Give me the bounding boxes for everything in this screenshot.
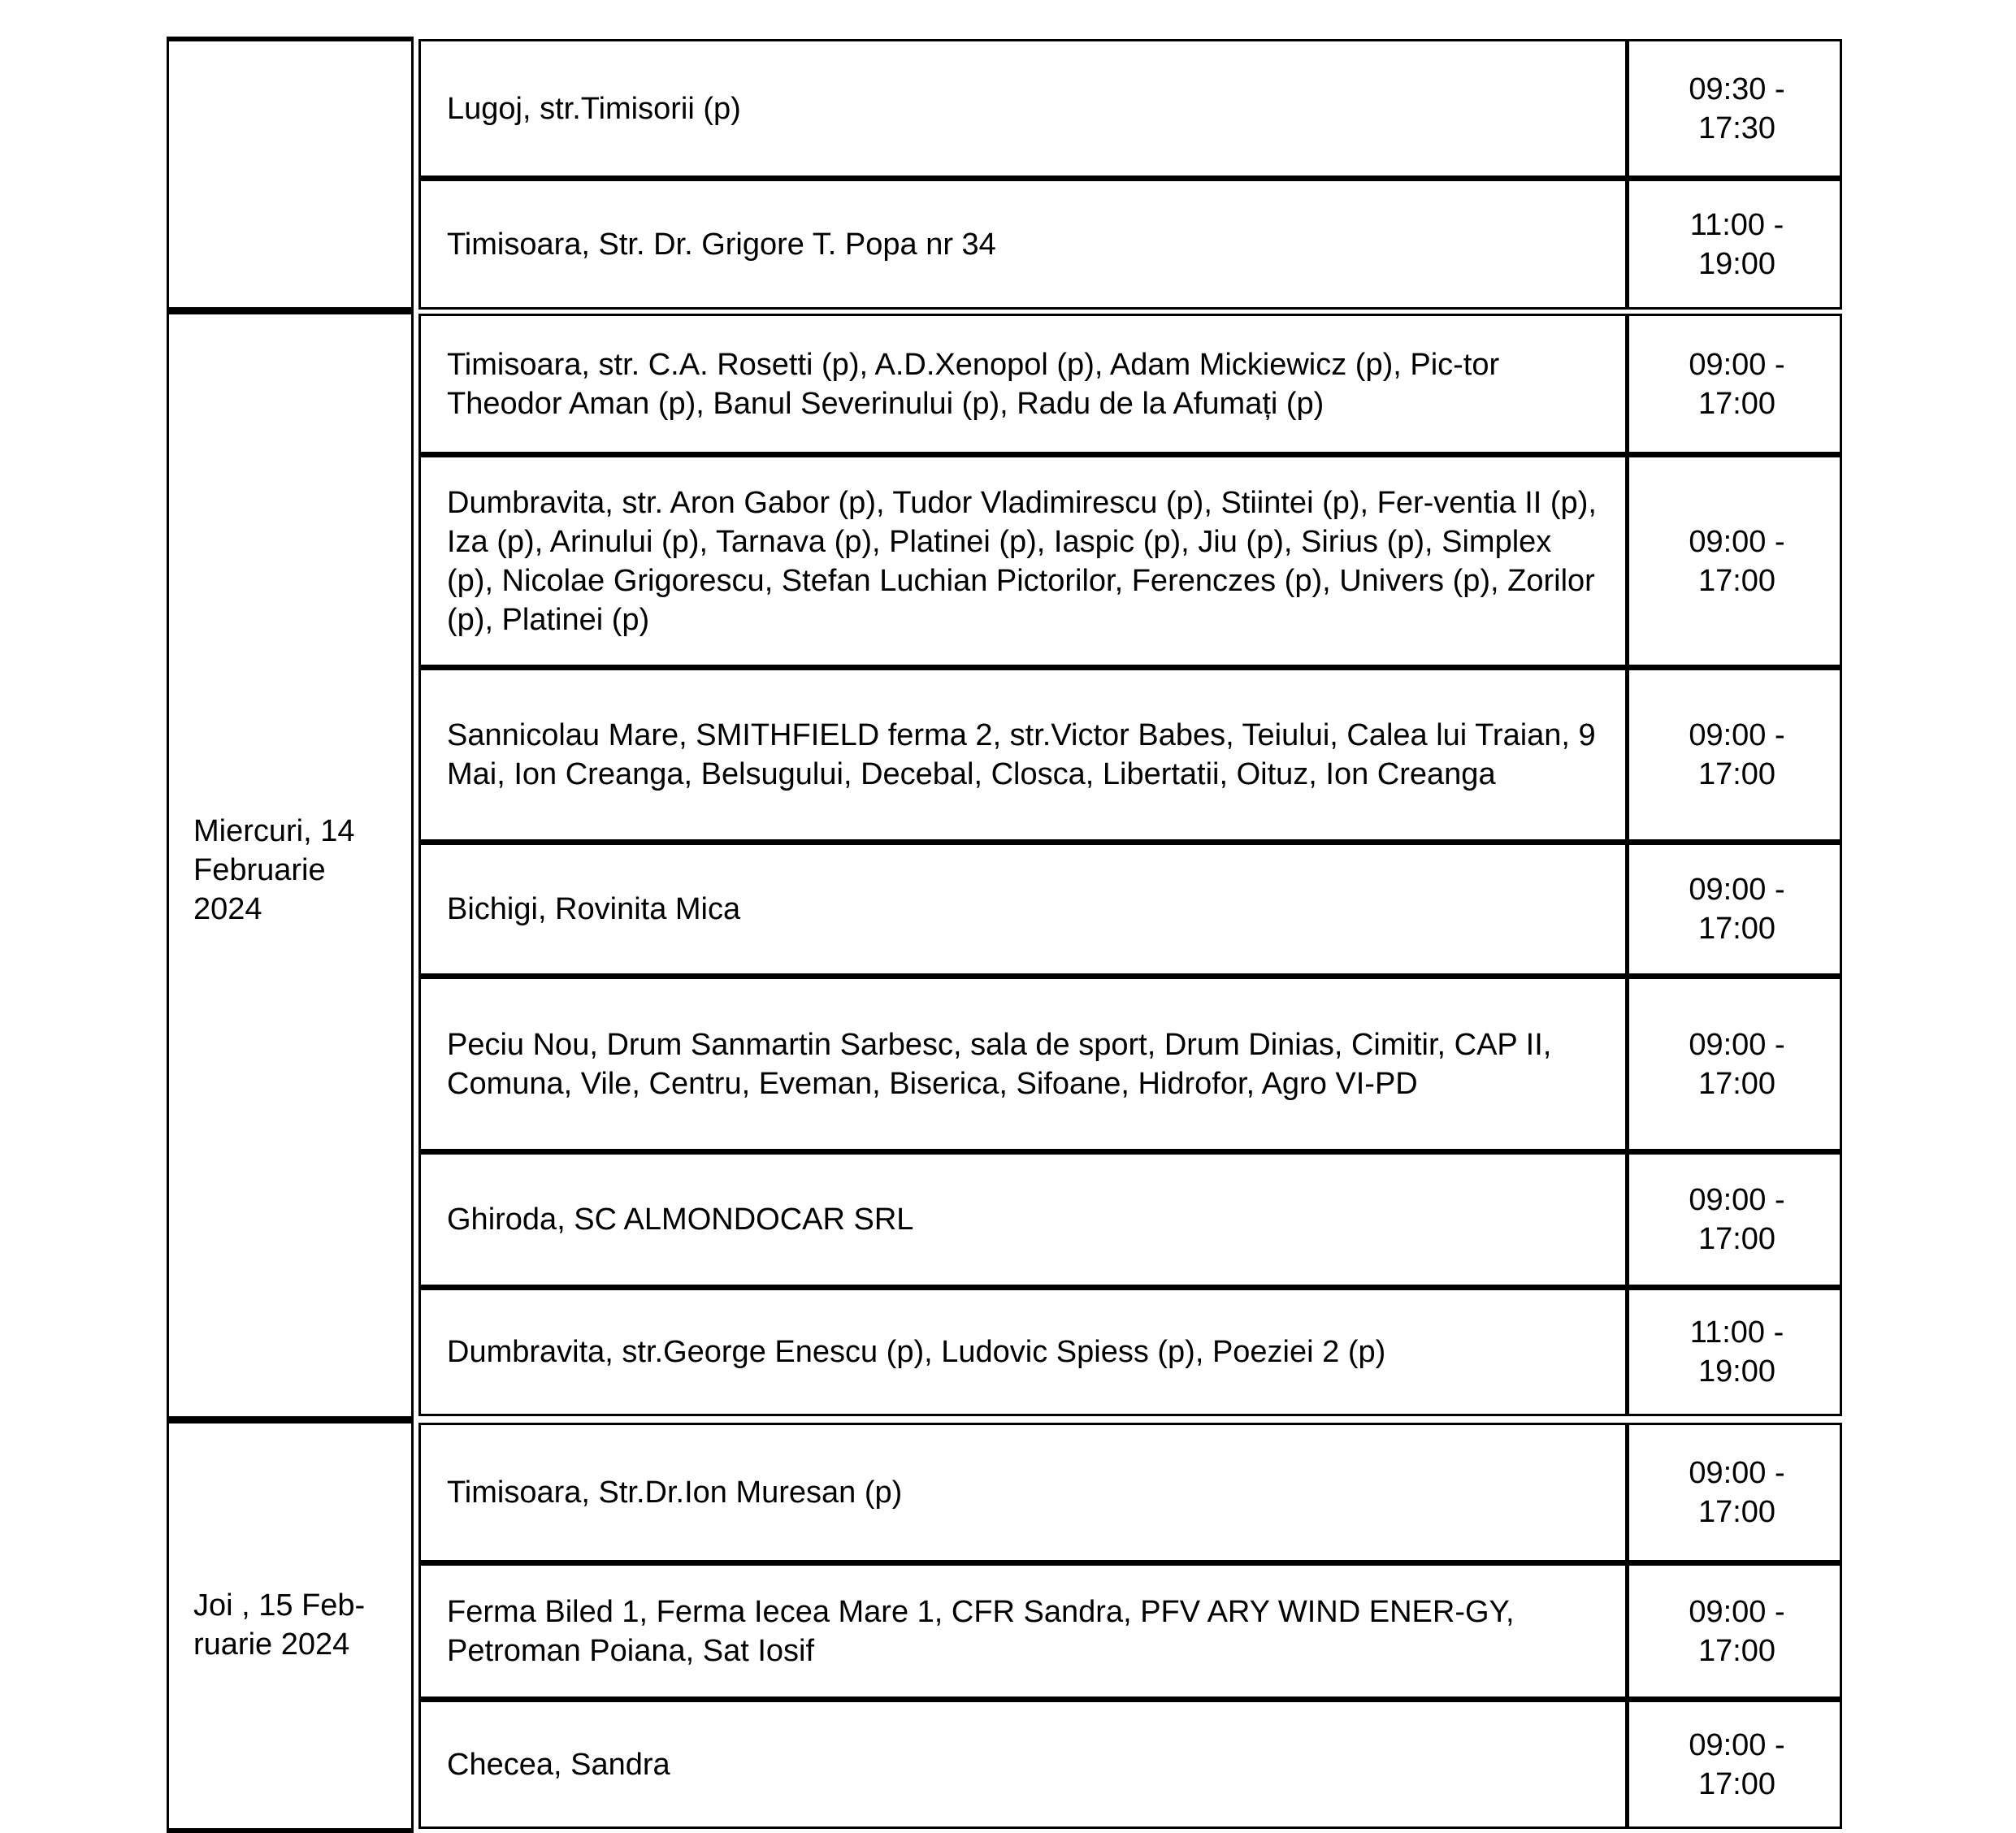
time-text: 09:00 - 17:00 xyxy=(1689,873,1785,946)
time-cell xyxy=(1629,1425,1840,1560)
date-label: Joi , 15 Feb-ruarie 2024 xyxy=(193,1588,366,1662)
location-cell xyxy=(421,41,1629,176)
table-row xyxy=(421,41,1840,176)
time-cell xyxy=(1629,979,1840,1149)
table-row xyxy=(421,452,1840,665)
table-row xyxy=(421,1149,1840,1285)
location-cell xyxy=(421,979,1629,1149)
table-row xyxy=(421,1696,1840,1826)
location-text: Sannicolau Mare, SMITHFIELD ferma 2, str.Victor Babes, Teiului, Calea lui Traian, 9 Mai, Ion Creanga, Belsugului, Decebal, Closca, Libertatii, Oituz, Ion Creanga xyxy=(447,718,1596,791)
schedule-group xyxy=(418,1423,1842,1829)
location-cell xyxy=(421,1702,1629,1826)
location-text: Bichigi, Rovinita Mica xyxy=(447,892,741,926)
time-text: 09:30 - 17:30 xyxy=(1689,72,1785,145)
time-cell xyxy=(1629,1702,1840,1826)
location-text: Timisoara, str. C.A. Rosetti (p), A.D.Xenopol (p), Adam Mickiewicz (p), Pic-tor Theodor Aman (p), Banul Severinului (p), Radu de la Afumați (p) xyxy=(447,347,1500,421)
time-cell xyxy=(1629,670,1840,839)
location-text: Dumbravita, str.George Enescu (p), Ludovic Spiess (p), Poeziei 2 (p) xyxy=(447,1335,1386,1369)
table-row xyxy=(421,1285,1840,1414)
location-cell xyxy=(421,670,1629,839)
location-text: Ferma Biled 1, Ferma Iecea Mare 1, CFR Sandra, PFV ARY WIND ENER-GY, Petroman Poiana, Sat Iosif xyxy=(447,1594,1515,1668)
location-text: Ghiroda, SC ALMONDOCAR SRL xyxy=(447,1202,914,1237)
time-text: 09:00 - 17:00 xyxy=(1689,718,1785,791)
table-row xyxy=(421,1560,1840,1696)
location-text: Dumbravita, str. Aron Gabor (p), Tudor Vladimirescu (p), Stiintei (p), Fer-ventia II (p), Iza (p), Arinului (p), Tarnava (p), Platinei (p), Iaspic (p), Jiu (p), Sirius (p), Simplex (p), Nicolae Grigorescu, Stefan Luchian Pictorilor, Ferenczes (p), Univers (p), Zorilor (p), Platinei (p) xyxy=(447,485,1597,637)
date-cell xyxy=(167,37,414,312)
location-cell xyxy=(421,1566,1629,1696)
time-text: 09:00 - 17:00 xyxy=(1689,1027,1785,1101)
time-cell xyxy=(1629,181,1840,307)
location-cell xyxy=(421,1290,1629,1414)
time-text: 11:00 - 19:00 xyxy=(1689,1315,1784,1389)
location-cell xyxy=(421,1425,1629,1560)
location-cell xyxy=(421,181,1629,307)
table-row xyxy=(421,176,1840,307)
location-text: Checea, Sandra xyxy=(447,1747,670,1782)
table-row xyxy=(421,665,1840,839)
time-cell xyxy=(1629,41,1840,176)
time-cell xyxy=(1629,1155,1840,1285)
location-cell xyxy=(421,1155,1629,1285)
location-text: Timisoara, Str. Dr. Grigore T. Popa nr 34 xyxy=(447,227,996,262)
time-text: 09:00 - 17:00 xyxy=(1689,1727,1785,1801)
time-text: 09:00 - 17:00 xyxy=(1689,1594,1785,1668)
time-text: 09:00 - 17:00 xyxy=(1689,1183,1785,1256)
time-text: 09:00 - 17:00 xyxy=(1689,1456,1785,1529)
schedule-group xyxy=(418,314,1842,1416)
time-text: 09:00 - 17:00 xyxy=(1689,524,1785,598)
date-cell xyxy=(167,310,414,1421)
location-text: Lugoj, str.Timisorii (p) xyxy=(447,91,741,126)
location-cell xyxy=(421,845,1629,973)
location-cell xyxy=(421,316,1629,452)
table-row xyxy=(421,839,1840,973)
time-text: 11:00 - 19:00 xyxy=(1689,207,1784,281)
time-cell xyxy=(1629,1290,1840,1414)
date-label: Miercuri, 14 Februarie 2024 xyxy=(193,814,355,926)
location-text: Peciu Nou, Drum Sanmartin Sarbesc, sala de sport, Drum Dinias, Cimitir, CAP II, Comuna, Vile, Centru, Eveman, Biserica, Sifoane, Hidrofor, Agro VI-PD xyxy=(447,1027,1552,1101)
time-cell xyxy=(1629,316,1840,452)
time-cell xyxy=(1629,1566,1840,1696)
location-cell xyxy=(421,457,1629,665)
table-row xyxy=(421,316,1840,452)
time-text: 09:00 - 17:00 xyxy=(1689,347,1785,421)
date-cell xyxy=(167,1419,414,1833)
schedule-group xyxy=(418,39,1842,310)
table-row xyxy=(421,973,1840,1149)
time-cell xyxy=(1629,845,1840,973)
time-cell xyxy=(1629,457,1840,665)
table-row xyxy=(421,1425,1840,1560)
location-text: Timisoara, Str.Dr.Ion Muresan (p) xyxy=(447,1476,903,1510)
